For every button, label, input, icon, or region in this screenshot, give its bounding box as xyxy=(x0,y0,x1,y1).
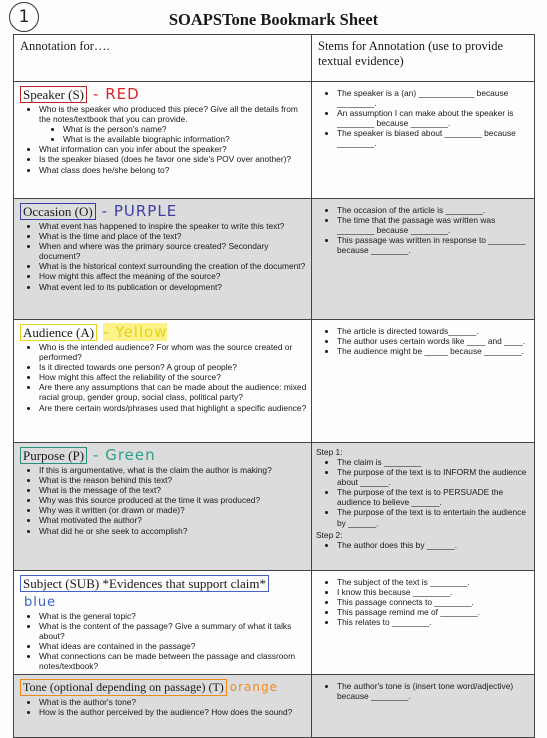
occasion-row xyxy=(14,199,535,320)
tone-annotation-cell xyxy=(14,674,312,737)
list-item: • What event has happened to inspire the speaker to write this text? xyxy=(39,221,307,231)
tone-stems-cell xyxy=(312,674,535,737)
list-item: • This passage was written in response to ________ because ________. xyxy=(337,235,530,255)
purpose-annotation-cell xyxy=(14,443,312,571)
list-item: • The speaker is biased about ________ because ________. xyxy=(337,128,530,148)
speaker-heading: Speaker (S) xyxy=(20,86,87,103)
list-item: • What is the general topic? xyxy=(39,611,307,621)
list-item: • What event led to its publication or development? xyxy=(39,282,307,292)
subject-questions xyxy=(18,611,307,672)
audience-color-note: - Yellow xyxy=(103,323,168,341)
list-item: • The time that the passage was written was ________ because ________. xyxy=(337,215,530,235)
list-item: • What is the time and place of the text? xyxy=(39,231,307,241)
page-number-circle: 1 xyxy=(9,2,39,32)
subject-heading: Subject (SUB) *Evidences that support claim* xyxy=(20,575,269,592)
list-item: • This passage connects to ________. xyxy=(337,597,530,607)
list-item: • What is the author's tone? xyxy=(39,697,307,707)
list-item: • The occasion of the article is ________. xyxy=(337,205,530,215)
list-item: • The purpose of the text is to entertain the audience by ______. xyxy=(337,507,530,527)
list-item: • What motivated the author? xyxy=(39,515,307,525)
header-row xyxy=(14,35,535,82)
purpose-stems xyxy=(316,457,530,528)
speaker-stems xyxy=(316,88,530,149)
list-item: • What class does he/she belong to? xyxy=(39,165,307,175)
list-item: • The author's tone is (insert tone word/adjective) because ________. xyxy=(337,681,530,701)
list-item: • What is the message of the text? xyxy=(39,485,307,495)
list-item: • Is it directed towards one person? A group of people? xyxy=(39,362,307,372)
list-item: • What is the reason behind this text? xyxy=(39,475,307,485)
list-item: • The author does this by ______. xyxy=(337,540,530,550)
list-item: • What is the content of the passage? Give a summary of what it talks about? xyxy=(39,621,307,641)
list-item: • The purpose of the text is to PERSUADE the audience to believe ______. xyxy=(337,487,530,507)
audience-heading: Audience (A) xyxy=(20,324,97,341)
occasion-heading: Occasion (O) xyxy=(20,203,96,220)
list-item: • How might this affect the reliability of the source? xyxy=(39,372,307,382)
list-item: • Are there any assumptions that can be made about the audience: mixed racial group, gender group, social class, political party? xyxy=(39,382,307,402)
speaker-annotation-cell xyxy=(14,82,312,199)
audience-annotation-cell xyxy=(14,320,312,443)
occasion-annotation-cell xyxy=(14,199,312,320)
tone-color-note: orange xyxy=(229,679,278,694)
list-item: • What information can you infer about the speaker? xyxy=(39,144,307,154)
occasion-questions xyxy=(18,221,307,292)
purpose-stems-cell xyxy=(312,443,535,571)
list-item: • What is the person's name? xyxy=(63,124,307,134)
header-stems: Stems for Annotation (use to provide textual evidence) xyxy=(312,35,535,82)
purpose-color-note: - Green xyxy=(93,446,156,464)
list-item: • The purpose of the text is to INFORM the audience about ______. xyxy=(337,467,530,487)
audience-row xyxy=(14,320,535,443)
list-item: • What is the available biographic information? xyxy=(63,134,307,144)
list-item: • Why was it written (or drawn or made)? xyxy=(39,505,307,515)
tone-row xyxy=(14,674,535,737)
tone-questions xyxy=(18,697,307,717)
audience-questions xyxy=(18,342,307,413)
list-item: • How is the author perceived by the audience? How does the sound? xyxy=(39,707,307,717)
list-item: • When and where was the primary source created? Secondary document? xyxy=(39,241,307,261)
list-item: • What ideas are contained in the passage? xyxy=(39,641,307,651)
subject-stems-cell xyxy=(312,571,535,675)
list-item: • What connections can be made between the passage and classroom notes/textbook? xyxy=(39,651,307,671)
speaker-questions xyxy=(18,104,307,175)
list-item: • What did he or she seek to accomplish? xyxy=(39,526,307,536)
audience-stems xyxy=(316,326,530,356)
list-item: • The author uses certain words like ____ and ____. xyxy=(337,336,530,346)
subject-row xyxy=(14,571,535,675)
list-item: • If this is argumentative, what is the claim the author is making? xyxy=(39,465,307,475)
purpose-stems-step2 xyxy=(316,540,530,550)
list-item: • I know this because ________. xyxy=(337,587,530,597)
list-item: • Who is the speaker who produced this piece? Give all the details from the notes/textbook that you can provide. xyxy=(39,104,307,124)
occasion-stems-cell xyxy=(312,199,535,320)
subject-stems xyxy=(316,577,530,627)
soapstone-table xyxy=(13,34,535,738)
list-item: • Why was this source produced at the time it was produced? xyxy=(39,495,307,505)
list-item: • The claim is ________ xyxy=(337,457,530,467)
purpose-row xyxy=(14,443,535,571)
subject-color-note: blue xyxy=(24,595,57,610)
list-item: • The audience might be _____ because ________. xyxy=(337,346,530,356)
speaker-color-note: - RED xyxy=(93,85,140,103)
list-item: • What is the historical context surrounding the creation of the document? xyxy=(39,261,307,271)
list-item: • Are there certain words/phrases used that highlight a specific audience? xyxy=(39,403,307,413)
speaker-row xyxy=(14,82,535,199)
list-item: • This relates to ________. xyxy=(337,617,530,627)
occasion-stems xyxy=(316,205,530,255)
step-1-label: Step 1: xyxy=(316,447,343,457)
list-item: • The subject of the text is ________. xyxy=(337,577,530,587)
page-title: SOAPSTone Bookmark Sheet xyxy=(168,10,379,29)
list-item: • This passage remind me of ________. xyxy=(337,607,530,617)
list-item: • How might this affect the meaning of the source? xyxy=(39,271,307,281)
speaker-stems-cell xyxy=(312,82,535,199)
list-item: • An assumption I can make about the speaker is ________ because ________. xyxy=(337,108,530,128)
audience-stems-cell xyxy=(312,320,535,443)
list-item: • The article is directed towards______. xyxy=(337,326,530,336)
tone-heading: Tone (optional depending on passage) (T) xyxy=(20,679,227,696)
list-item: • Who is the intended audience? For whom was the source created or performed? xyxy=(39,342,307,362)
purpose-questions xyxy=(18,465,307,536)
list-item: • Is the speaker biased (does he favor one side's POV over another)? xyxy=(39,154,307,164)
step-2-label: Step 2: xyxy=(316,529,343,540)
tone-stems xyxy=(316,681,530,701)
header-annotation-for: Annotation for…. xyxy=(14,35,312,82)
list-item: • The speaker is a (an) ____________ because ________. xyxy=(337,88,530,108)
purpose-heading: Purpose (P) xyxy=(20,447,87,464)
subject-annotation-cell xyxy=(14,571,312,675)
occasion-color-note: - PURPLE xyxy=(101,202,178,220)
